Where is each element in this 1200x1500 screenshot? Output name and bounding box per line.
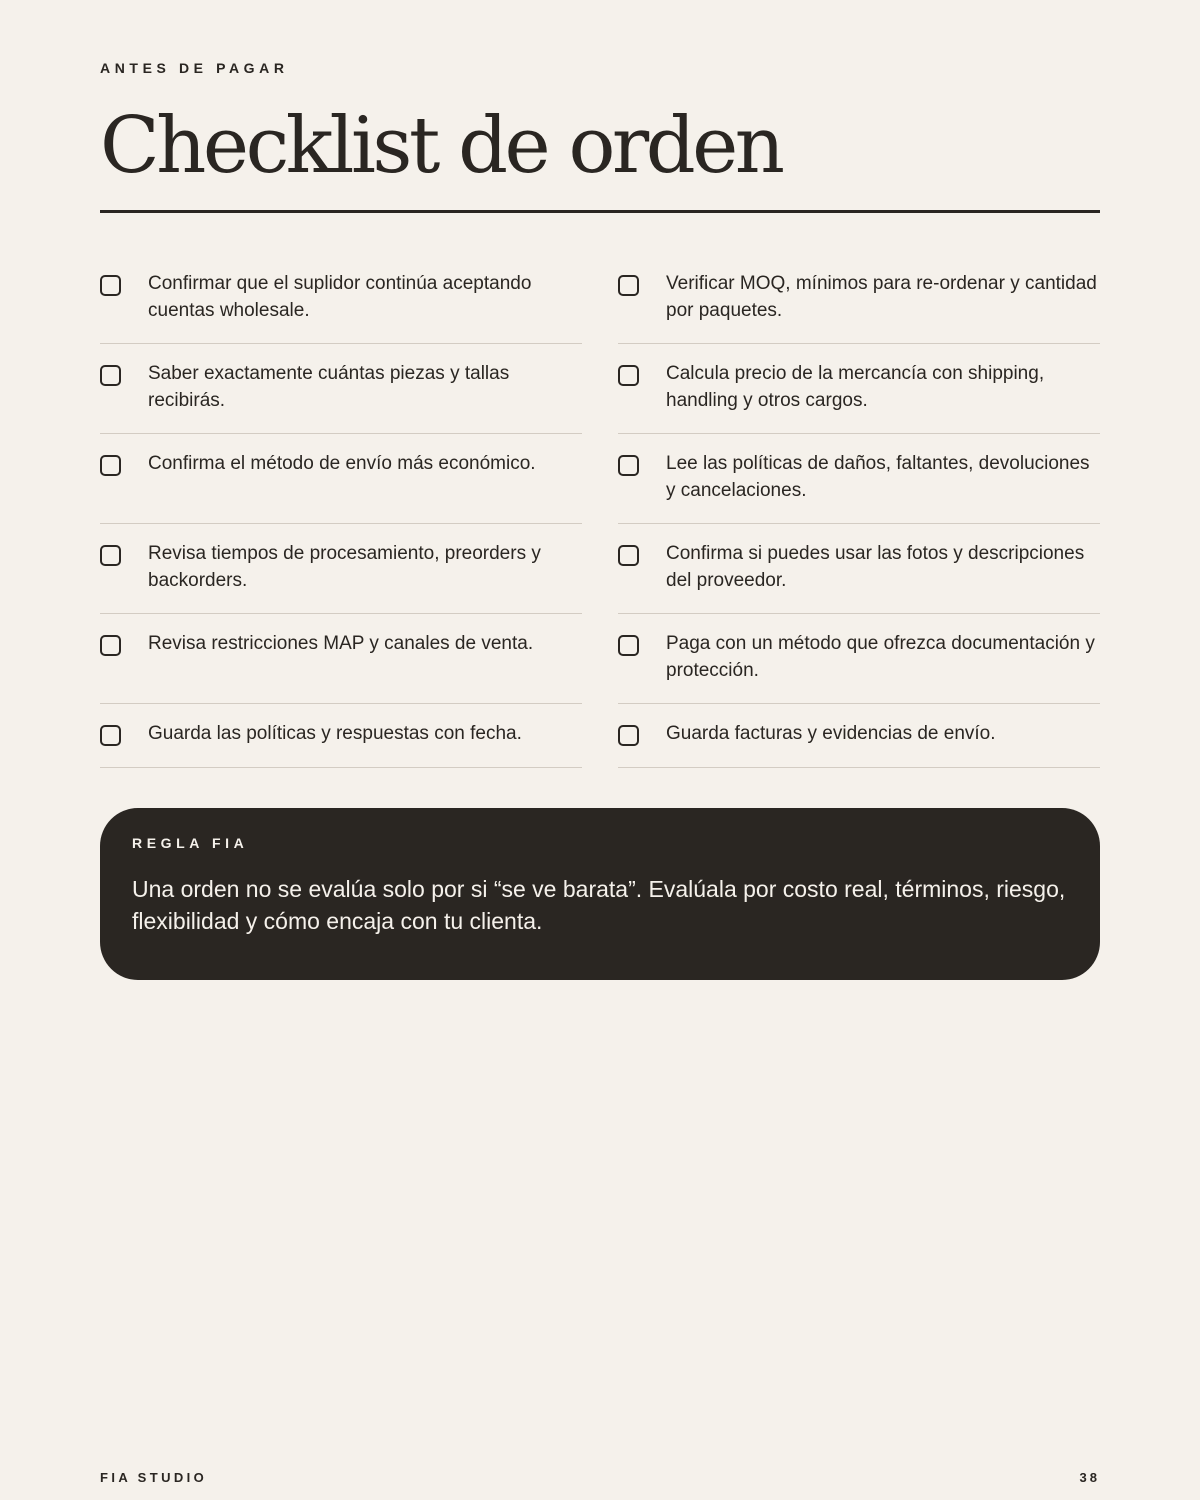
page-number: 38 [1079, 1470, 1100, 1485]
checklist-item[interactable] [100, 614, 582, 704]
checklist-item[interactable] [618, 704, 1100, 768]
checklist-item[interactable] [618, 524, 1100, 614]
checklist-item-text: Calcula precio de la mercancía con shipping, handling y otros cargos. [666, 363, 1045, 411]
checkbox-icon[interactable] [100, 545, 121, 566]
callout-text: Una orden no se evalúa solo por si “se ve barata”. Evalúala por costo real, términos, riesgo, flexibilidad y cómo encaja con tu clienta. [132, 876, 1066, 934]
checklist-item-text: Guarda facturas y evidencias de envío. [666, 723, 996, 744]
checkbox-icon[interactable] [100, 275, 121, 296]
checkbox-icon[interactable] [618, 725, 639, 746]
title-divider [100, 210, 1100, 213]
checklist-grid [100, 254, 1100, 768]
checklist-item[interactable] [100, 524, 582, 614]
eyebrow-label: ANTES DE PAGAR [100, 60, 289, 76]
checklist-item-text: Verificar MOQ, mínimos para re-ordenar y cantidad por paquetes. [666, 273, 1097, 321]
checklist-item-text: Paga con un método que ofrezca documentación y protección. [666, 633, 1095, 681]
footer-brand: FIA STUDIO [100, 1470, 208, 1485]
checkbox-icon[interactable] [618, 275, 639, 296]
checklist-item[interactable] [100, 434, 582, 524]
checklist-item-text: Saber exactamente cuántas piezas y tallas recibirás. [148, 363, 510, 411]
checklist-item[interactable] [100, 344, 582, 434]
checklist-item-text: Confirmar que el suplidor continúa aceptando cuentas wholesale. [148, 273, 532, 321]
checklist-item[interactable] [618, 254, 1100, 344]
checkbox-icon[interactable] [100, 365, 121, 386]
checkbox-icon[interactable] [618, 455, 639, 476]
checkbox-icon[interactable] [618, 545, 639, 566]
checkbox-icon[interactable] [618, 365, 639, 386]
checklist-item[interactable] [618, 614, 1100, 704]
checkbox-icon[interactable] [100, 455, 121, 476]
checkbox-icon[interactable] [100, 725, 121, 746]
checklist-item[interactable] [618, 434, 1100, 524]
checklist-item-text: Confirma si puedes usar las fotos y descripciones del proveedor. [666, 543, 1085, 591]
checklist-item[interactable] [100, 704, 582, 768]
checklist-item-text: Lee las políticas de daños, faltantes, devoluciones y cancelaciones. [666, 453, 1090, 501]
checklist-item-text: Revisa tiempos de procesamiento, preorders y backorders. [148, 543, 541, 591]
checklist-item-text: Confirma el método de envío más económico. [148, 453, 536, 474]
checklist-item-text: Revisa restricciones MAP y canales de venta. [148, 633, 534, 654]
page-title: Checklist de orden [100, 101, 782, 191]
checklist-item[interactable] [618, 344, 1100, 434]
checkbox-icon[interactable] [100, 635, 121, 656]
checklist-item-text: Guarda las políticas y respuestas con fecha. [148, 723, 522, 744]
checkbox-icon[interactable] [618, 635, 639, 656]
callout-label: REGLA FIA [132, 835, 249, 851]
rule-callout [100, 808, 1100, 980]
checklist-item[interactable] [100, 254, 582, 344]
page [100, 0, 1100, 1500]
